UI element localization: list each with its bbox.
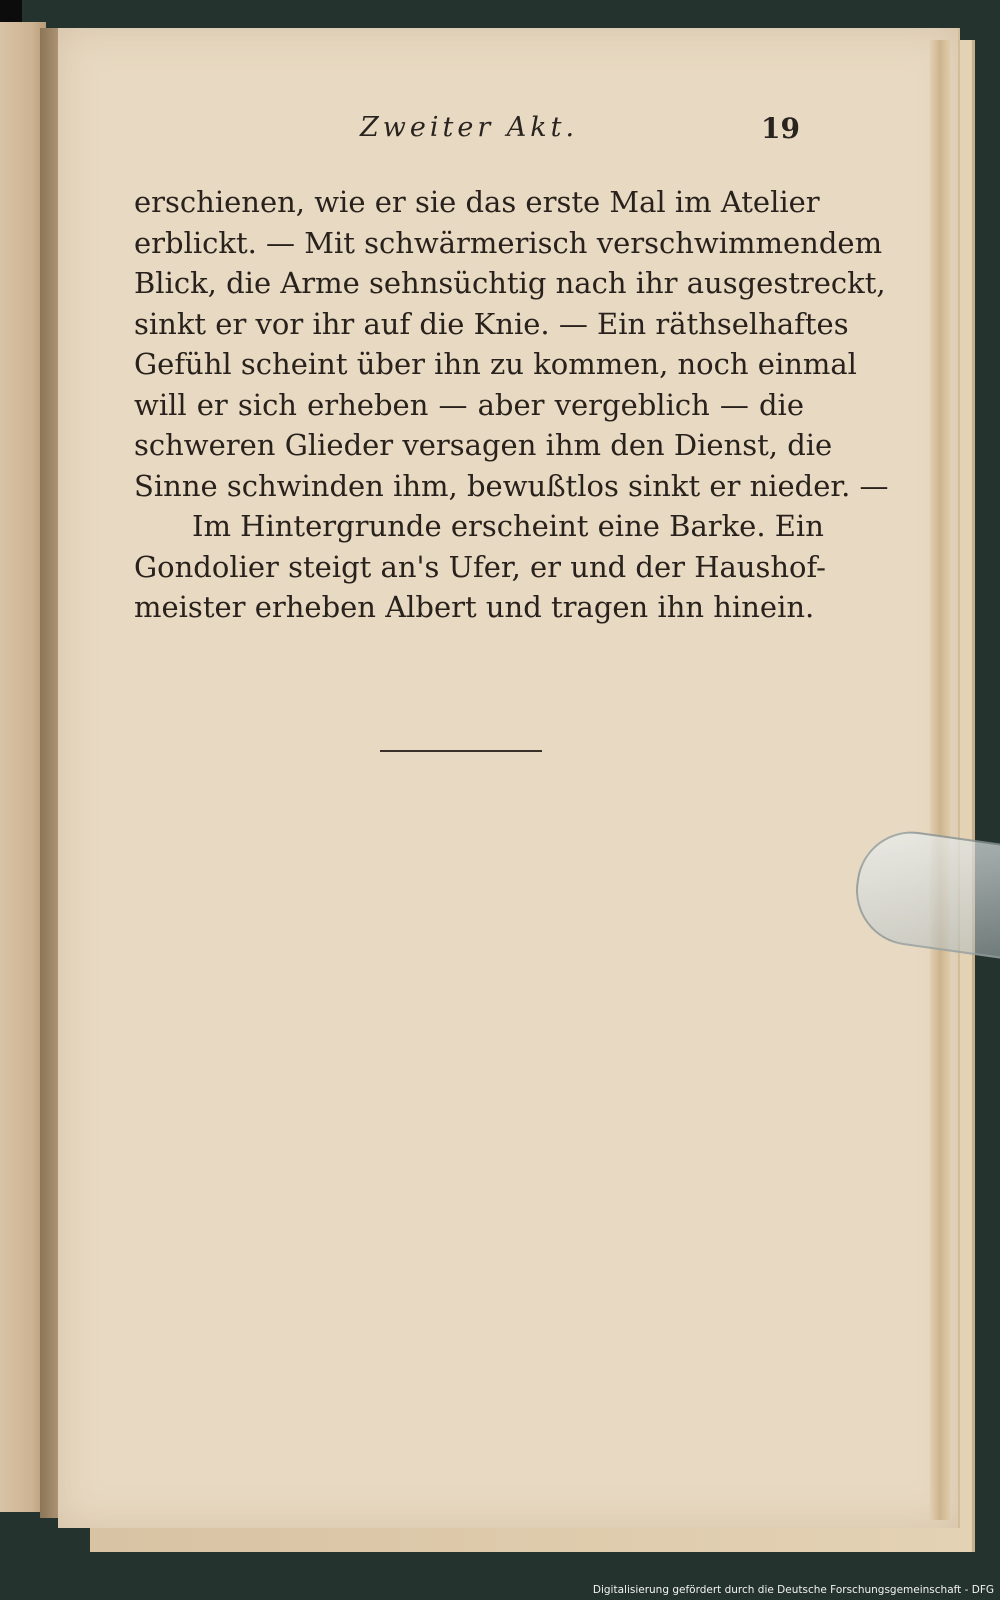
digitization-credit: Digitalisierung gefördert durch die Deutsche Forschungsgemeinschaft - DFG [592,1584,994,1596]
page-fore-edge [930,40,950,1520]
text-line: will er sich erheben — aber vergeblich — die [134,387,804,422]
text-line: erblickt. — Mit schwärmerisch verschwimmendem [134,225,883,260]
section-divider-rule [380,750,542,752]
page-header [360,112,800,152]
text-line: sinkt er vor ihr auf die Knie. — Ein räthselhaftes [134,306,849,341]
text-line: Sinne schwinden ihm, bewußtlos sinkt er nieder. — [134,468,889,503]
page-number: 19 [761,112,800,145]
text-line: Blick, die Arme sehnsüchtig nach ihr ausgestreckt, [134,266,886,300]
body-text [134,182,889,628]
text-line: meister erheben Albert und tragen ihn hinein. [134,590,815,624]
text-line: Gefühl scheint über ihn zu kommen, noch einmal [134,347,857,381]
text-line: Im Hintergrunde erscheint eine Barke. Ein [192,509,824,543]
scan-corner-mark [0,0,22,22]
running-title: Zweiter Akt. [360,112,579,143]
text-line: Gondolier steigt an's Ufer, er und der Haushof- [134,549,826,584]
text-line: schweren Glieder versagen ihm den Dienst, die [134,428,833,462]
text-line: erschienen, wie er sie das erste Mal im Atelier [134,185,820,219]
